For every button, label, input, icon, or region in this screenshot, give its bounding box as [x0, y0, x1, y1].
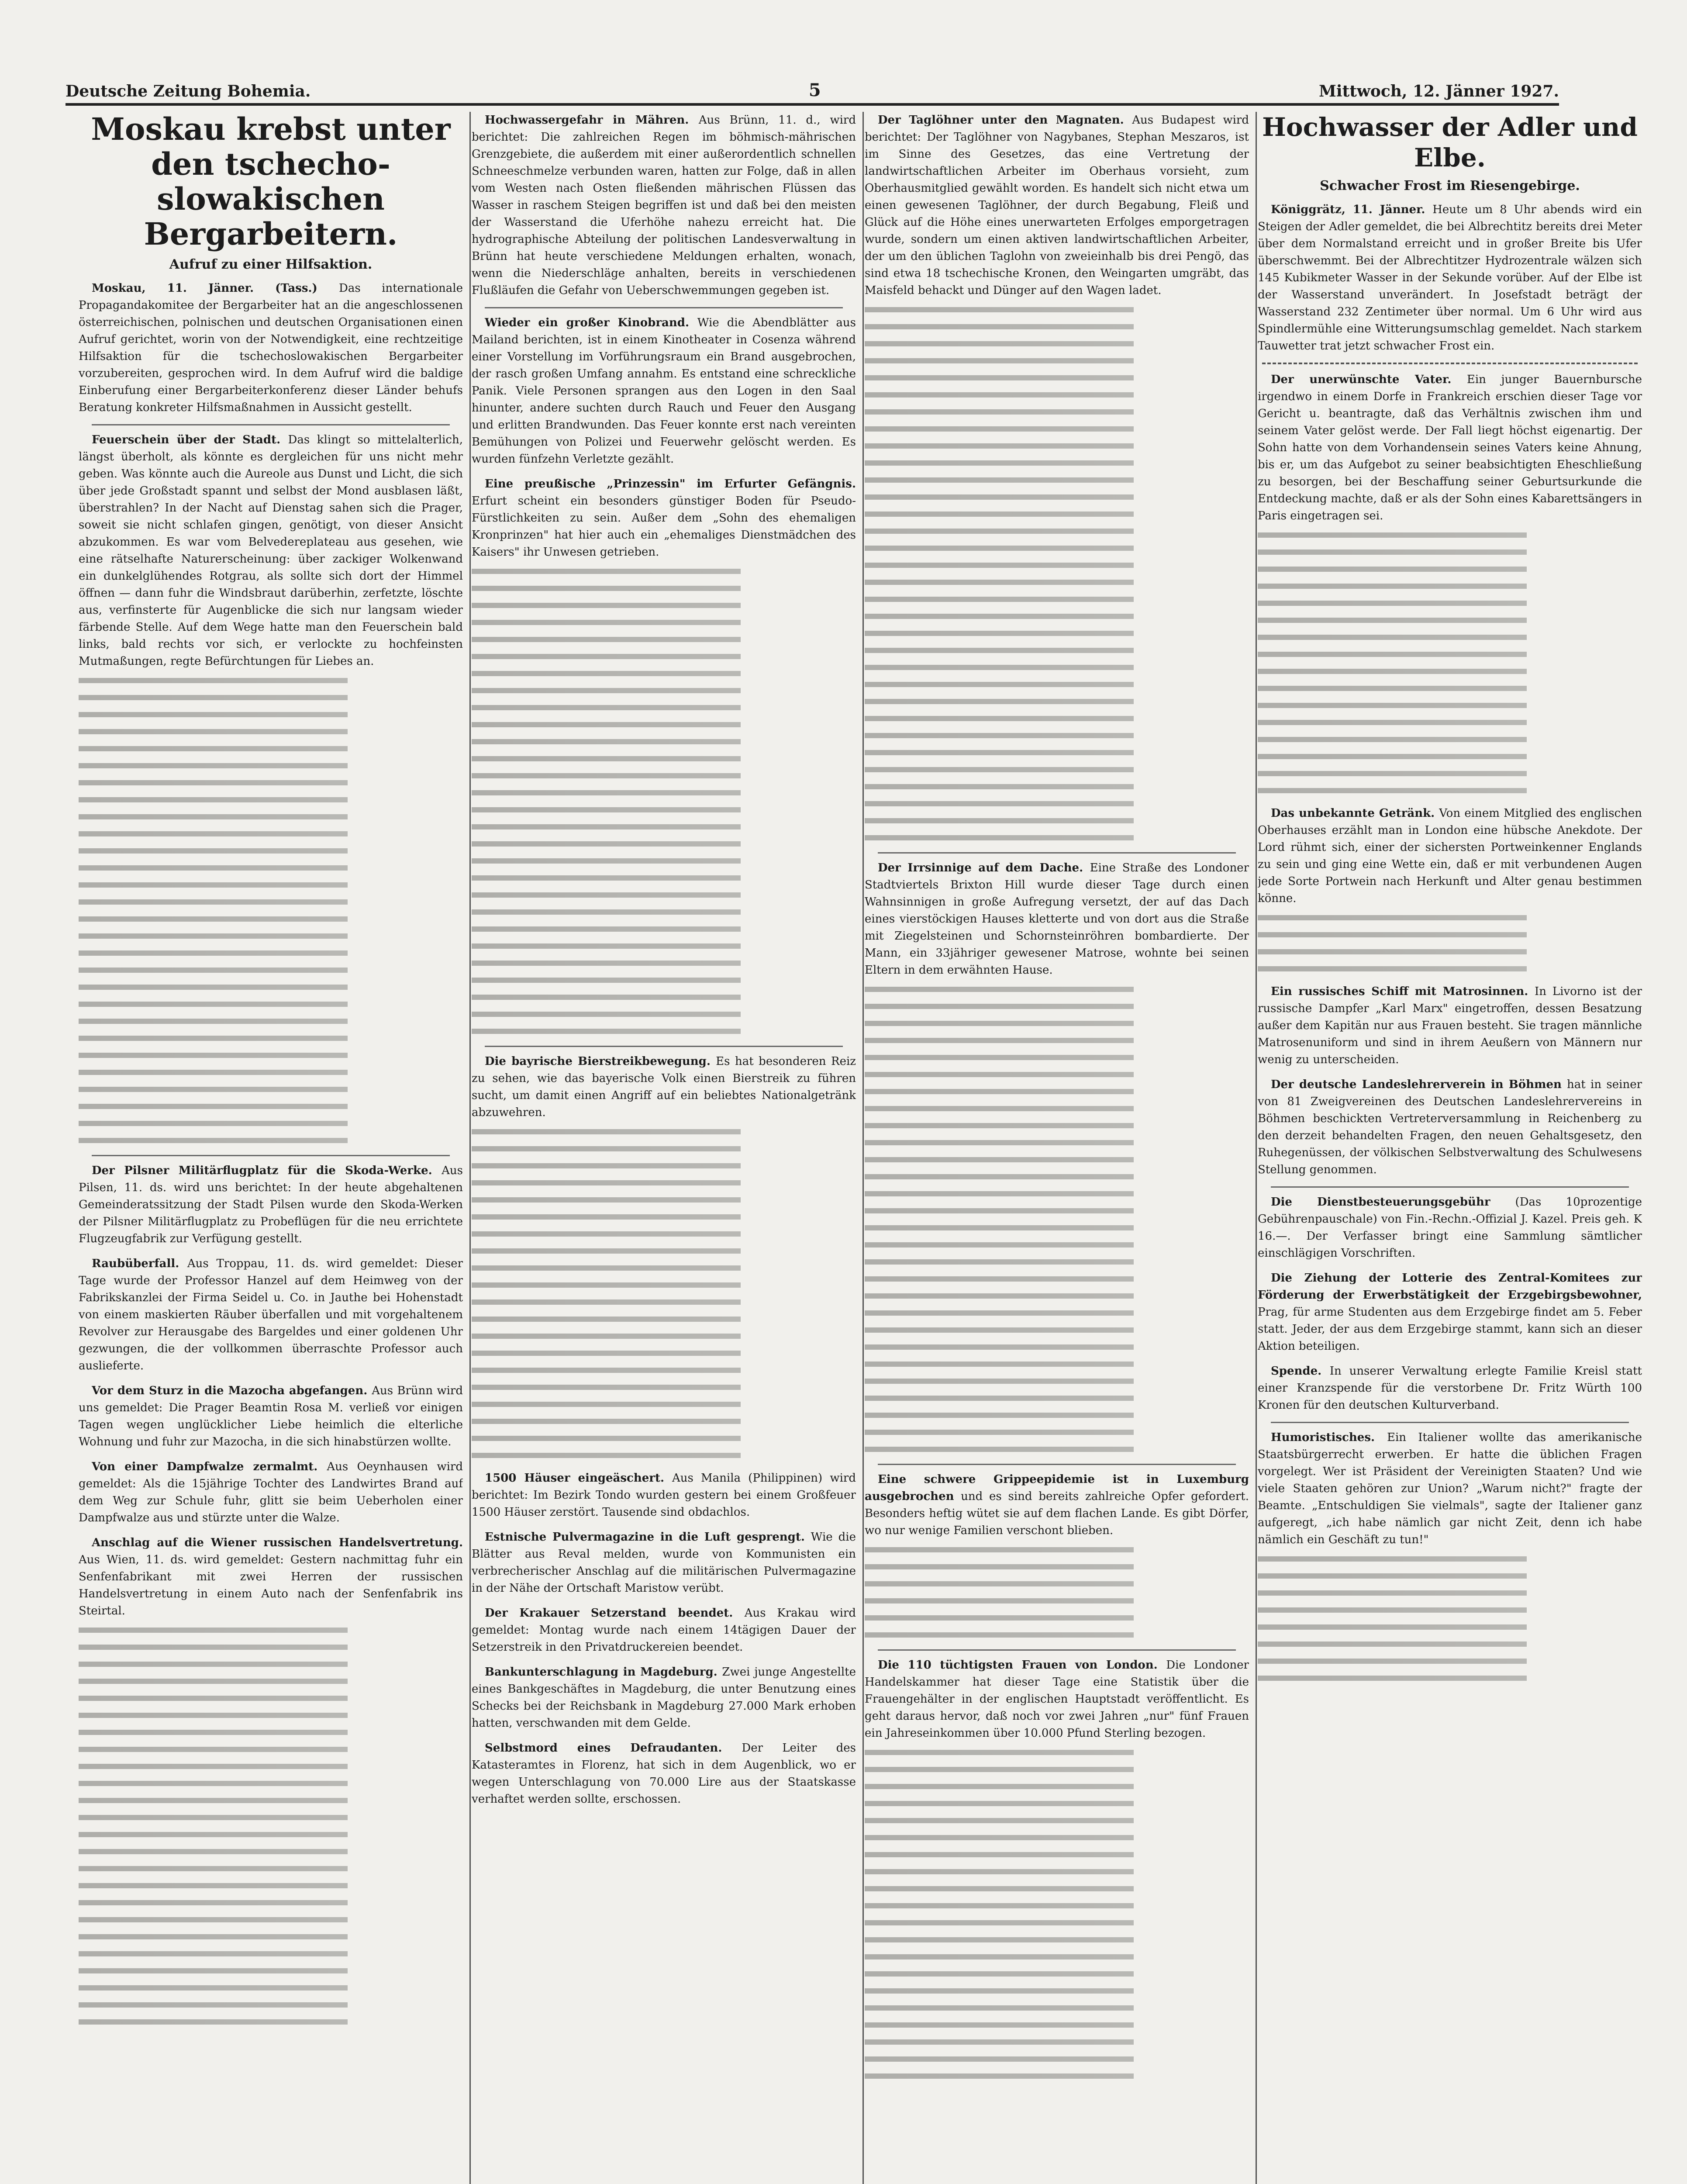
article-unbekanntes-getraenk	[1258, 805, 1642, 907]
article-body: Wie die Abendblätter aus Mailand berichten, ist in einem Kinotheater in Cosenza während einer Vorstellung im Vorführungsraum ein Brand ausgebrochen, der rasch großen Umfang annahm. Es entstand eine schreckliche Panik. Viele Personen sprangen aus den Logen in den Saal hinunter, andere suchten durch Rauch und Feuer den Ausgang und erlitten Brandwunden. Das Feuer konnte erst nach vereinten Bemühungen von Polizei und Feuerwehr gelöscht werden. Es wurden fünfzehn Verletzte gezählt.	[472, 316, 856, 466]
article-body: Aus Brünn wird uns gemeldet: Die Prager Beamtin Rosa M. verließ vor einigen Tagen wegen unglücklicher Liebe heimlich die elterliche Wohnung und fuhr zur Mazocha, in die sich hinabstürzen wollte.	[79, 1384, 463, 1448]
masthead-paper-title: Deutsche Zeitung Bohemia.	[66, 82, 311, 100]
page-number: 5	[808, 80, 821, 100]
article-body: Wie die Blätter aus Reval melden, wurde von Kommunisten ein verbrecherischer Anschlag auf die militärischen Pulvermagazine in der Nähe der Ortschaft Maristow verübt.	[472, 1531, 856, 1595]
article-dienstbesteuerung	[1258, 1194, 1642, 1262]
article-pulvermagazine	[472, 1529, 856, 1597]
article-body: Aus Pilsen, 11. ds. wird uns berichtet: In der heute abgehaltenen Gemeinderatssitzung der Stadt Pilsen wurde den Skoda-Werken der Pilsner Militärflugplatz zu Probeflügen für die neu errichtete Flugzeugfabrik zur Verfügung gestellt.	[79, 1164, 463, 1245]
article-lead: Spende.	[1271, 1365, 1330, 1378]
article-lead: Bankunterschlagung in Magdeburg.	[485, 1666, 722, 1679]
article-lead: Königgrätz, 11. Jänner.	[1271, 203, 1433, 216]
article-lead: Eine preußische „Prinzessin" im Erfurter Gefängnis.	[485, 477, 856, 491]
subhead-frost: Schwacher Frost im Riesengebirge.	[1320, 178, 1580, 194]
article-mazocha	[79, 1382, 463, 1451]
article-separator	[878, 1464, 1236, 1465]
article-separator	[1271, 1422, 1629, 1423]
column-3	[865, 112, 1249, 2184]
column-2	[472, 112, 856, 2184]
article-dampfwalze	[79, 1458, 463, 1527]
article-body: Aus Manila (Philippinen) wird berichtet: Im Bezirk Tondo wurden gestern bei einem Großfeuer 1500 Häuser zerstört. Tausende sind obdachlos.	[472, 1472, 856, 1519]
article-lead: Eine schwere Grippeepidemie ist in Luxemburg ausgebrochen	[865, 1473, 1249, 1503]
article-body: und es sind bereits zahlreiche Opfer gefordert. Besonders heftig wütet sie auf dem flachen Lande. Es gibt Dörfer, wo nur wenige Familien verschont blieben.	[865, 1490, 1249, 1537]
article-manila	[472, 1470, 856, 1521]
article-lead: Der unerwünschte Vater.	[1271, 373, 1467, 386]
article-erfurter-prinzessin	[472, 476, 856, 561]
column-4	[1258, 112, 1642, 2184]
article-humoristisches	[1258, 1429, 1642, 1548]
article-lead: Wieder ein großer Kinobrand.	[485, 316, 697, 329]
article-koeniggraetz	[1258, 201, 1642, 355]
column-1	[79, 112, 463, 2184]
article-kinobrand	[472, 314, 856, 468]
article-lead: Vor dem Sturz in die Mazocha abgefangen.	[92, 1384, 372, 1397]
article-lead: Die 110 tüchtigsten Frauen von London.	[878, 1659, 1166, 1672]
masthead-date: Mittwoch, 12. Jänner 1927.	[1319, 82, 1559, 100]
article-body: Die Londoner Handelskammer hat dieser Tage eine Statistik über die Frauengehälter in der englischen Hauptstadt veröffentlicht. Es geht daraus hervor, daß noch vor zwei Jahren „nur" fünf Frauen ein Jahreseinkommen über 10.000 Pfund Sterling bezogen.	[865, 1659, 1249, 1740]
article-separator	[92, 1155, 450, 1156]
article-magdeburg	[472, 1664, 856, 1732]
article-body: Heute um 8 Uhr abends wird ein Steigen der Adler gemeldet, die bei Albrechtitz bereits drei Meter über dem Normalstand erreicht und in großer Breite bis Ufer überschwemmt. Bei der Albrechtitzer Hydrozentrale wälzen sich 145 Kubikmeter Wasser in der Sekunde vorüber. Auf der Elbe ist der Wasserstand unverändert. In Josefstadt beträgt der Wasserstand 232 Zentimeter über normal. Um 6 Uhr wird aus Spindlermühle eine Witterungsumschlag gemeldet. Nach starkem Tauwetter trat jetzt schwacher Frost ein.	[1258, 203, 1642, 352]
article-hochwasser-maehren	[472, 112, 856, 299]
article-selbstmord	[472, 1740, 856, 1808]
article-pilsner-flugplatz	[79, 1162, 463, 1248]
article-body: Zwei junge Angestellte eines Bankgeschäftes in Magdeburg, die unter Benutzung eines Schecks bei der Reichsbank in Magdeburg 27.000 Mark erhoben hatten, verschwanden mit dem Gelde.	[472, 1666, 856, 1730]
article-body: In unserer Verwaltung erlegte Familie Kreisl statt einer Kranzspende für die verstorbene Dr. Fritz Würth 100 Kronen für den deutschen Kulturverband.	[1258, 1365, 1642, 1412]
article-separator	[485, 307, 843, 308]
article-lead: Humoristisches.	[1271, 1431, 1387, 1444]
article-separator	[878, 852, 1236, 854]
article-wien-handelsvertretung	[79, 1534, 463, 1620]
article-body: Das internationale Propagandakomitee der Bergarbeiter hat an die angeschlossenen österreichischen, polnischen und deutschen Organisationen einen Aufruf gerichtet, worin von der Notwendigkeit, eine rechtzeitige Hilfsaktion für die tschechoslowakischen Bergarbeiter vorzubereiten, gesprochen wird. In dem Aufruf wird die baldige Einberufung einer Bergarbeiterkonferenz dieser Länder behufs Beratung konkreter Hilfsmaßnahmen in Aussicht gestellt.	[79, 282, 463, 414]
article-body: Prag, für arme Studenten aus dem Erzgebirge findet am 5. Feber statt. Jeder, der aus dem Erzgebirge stammt, kann sich an dieser Aktion beteiligen.	[1258, 1306, 1642, 1353]
article-grippeepidemie	[865, 1471, 1249, 1539]
article-body: In Livorno ist der russische Dampfer „Karl Marx" eingetroffen, dessen Besatzung außer dem Kapitän nur aus Frauen besteht. Sie tragen männliche Matrosenuniform und sind in ihrem Aeußern von Männern nur wenig zu unterscheiden.	[1258, 985, 1642, 1066]
masthead	[66, 66, 1559, 100]
article-lotterie	[1258, 1270, 1642, 1355]
article-feuerschein	[79, 432, 463, 670]
article-frauen-london	[865, 1657, 1249, 1742]
article-body: Aus Budapest wird berichtet: Der Taglöhner von Nagybanes, Stephan Meszaros, ist im Sinne des Gesetzes, das eine Vertretung der landwirtschaftlichen Arbeiter im Oberhaus vorsieht, zum Oberhausmitglied gewählt worden. Es handelt sich nicht etwa um einen gewesenen Taglöhner, der durch Begabung, Fleiß und Glück auf die Höhe eines unerwarteten Erfolges emporgetragen wurde, sondern um einen aktiven landwirtschaftlichen Arbeiter, der um den üblichen Taglohn von zweieinhalb bis drei Pengö, das sind etwa 18 tschechische Kronen, den Weingarten umgräbt, das Maisfeld behackt und Dünger auf den Wagen ladet.	[865, 114, 1249, 297]
article-body: Aus Troppau, 11. ds. wird gemeldet: Dieser Tage wurde der Professor Hanzel auf dem Heimweg von der Fabrikskanzlei der Firma Seidel u. Co. in Jauthe bei Hohenstadt von einem maskierten Räuber überfallen und mit vorgehaltenem Revolver zur Herausgabe des Bargeldes und einer goldenen Uhr gezwungen, die der vollkommen überraschte Professor auch auslieferte.	[79, 1257, 463, 1372]
article-raubueberfall	[79, 1255, 463, 1375]
article-lead: Raubüberfall.	[92, 1257, 187, 1270]
article-body: Das klingt so mittelalterlich, längst überholt, als könnte es dergleichen für uns nicht mehr geben. Was könnte auch die Aureole aus Dunst und Licht, die sich über jede Großstadt spannt und selbst der Mond ausblasen läßt, überstrahlen? In der Nacht auf Dienstag sahen sich die Prager, soweit sie nicht schlafen gingen, genötigt, von dieser Ansicht abzukommen. Es war vom Belvedereplateau aus gesehen, wie eine rätselhafte Naturerscheinung: über zackiger Wolkenwand ein dunkelglühendes Rotgrau, als sollte sich dort der Himmel öffnen — dann fuhr die Windsbraut darüberhin, zerfetzte, löschte aus, verfinsterte für Augenblicke die sich nur langsam wieder färbende Stelle. Auf dem Wege hatte man den Feuerschein bald links, bald rechts vor sich, er verlockte zu hochfeinsten Mutmaßungen, regte Befürchtungen für Liebes an.	[79, 433, 463, 668]
column-divider	[862, 112, 864, 2184]
article-unerwuenschter-vater	[1258, 371, 1642, 525]
article-lead: Die Ziehung der Lotterie des Zentral-Komitees zur Förderung der Erwerbstätigkeit der Erzgebirgsbewohner,	[1258, 1272, 1642, 1302]
article-lead: Der deutsche Landeslehrerverein in Böhmen	[1271, 1078, 1567, 1091]
article-lead: Anschlag auf die Wiener russischen Handelsvertretung.	[92, 1536, 463, 1549]
article-lead: Der Krakauer Setzerstand beendet.	[485, 1607, 745, 1620]
article-lead: Selbstmord eines Defraudanten.	[485, 1742, 742, 1755]
article-lead: Der Irrsinnige auf dem Dache.	[878, 861, 1090, 874]
article-body: Ein junger Bauernbursche irgendwo in einem Dorfe in Frankreich erschien dieser Tage vor Gericht u. beantragte, daß das Verhältnis zwischen ihm und seinem Vater gelöst werde. Der Fall liegt höchst eigenartig. Der Sohn hatte von dem Vorhandensein seines Vaters keine Ahnung, bis er, um das Aufgebot zu seiner beabsichtigten Eheschließung zu besorgen, bei der Beschaffung seiner Geburtsurkunde die Entdeckung machte, daß er als der Sohn eines Kabarettsängers in Paris eingetragen sei.	[1258, 373, 1642, 522]
headline-hochwasser: Hochwasser der Adler und Elbe.	[1262, 112, 1638, 173]
article-body: Von einem Mitglied des englischen Oberhauses erzählt man in London eine hübsche Anekdote. Der Lord rühmt sich, einer der sichersten Portweinkenner Englands zu sein und ging eine Wette ein, daß er mit verbundenen Augen jede Sorte Portwein nach Herkunft und Alter genau bestimmen könne.	[1258, 807, 1642, 905]
article-moskau	[79, 280, 463, 416]
article-krakauer-setzerstand	[472, 1605, 856, 1656]
article-body: Erfurt scheint ein besonders günstiger Boden für Pseudo-Fürstlichkeiten zu sein. Außer dem „Sohn des ehemaligen Kronprinzen" hat hier auch ein „ehemaliges Dienstmädchen des Kaisers" ihr Unwesen getrieben.	[472, 494, 856, 559]
article-separator	[92, 424, 450, 425]
article-lead: 1500 Häuser eingeäschert.	[485, 1472, 673, 1485]
column-divider	[1256, 112, 1257, 2184]
masthead-rule	[66, 103, 1559, 106]
subhead-aufruf: Aufruf zu einer Hilfsaktion.	[169, 257, 373, 272]
article-lead: Moskau, 11. Jänner. (Tass.)	[92, 282, 339, 295]
article-body: Aus Krakau wird gemeldet: Montag wurde nach einem 14tägigen Dauer der Setzerstreik in den Privatdruckereien beendet.	[472, 1607, 856, 1654]
article-lead: Die Dienstbesteuerungsgebühr	[1271, 1196, 1515, 1209]
article-russisches-schiff	[1258, 983, 1642, 1068]
article-lead: Der Pilsner Militärflugplatz für die Skoda-Werke.	[92, 1164, 442, 1177]
article-lead: Hochwassergefahr in Mähren.	[485, 114, 699, 127]
headline-moskau: Moskau krebst unter den tschecho-slowakischen Bergarbeitern.	[91, 112, 451, 252]
article-body: (Das 10prozentige Gebührenpauschale) von Fin.-Rechn.-Offizial J. Kazel. Preis geh. K 16.—. Der Verfasser bringt eine Sammlung sämtlicher einschlägigen Vorschriften.	[1258, 1196, 1642, 1260]
article-body: Aus Wien, 11. ds. wird gemeldet: Gestern nachmittag fuhr ein Senfenfabrikant mit zwei Herren der russischen Handelsvertretung in einem Auto nach der Senfenfabrik ins Steirtal.	[79, 1553, 463, 1617]
article-separator	[878, 1649, 1236, 1651]
article-body: Es hat besonderen Reiz zu sehen, wie das bayerische Volk einen Bierstreik zu führen sucht, um damit einen Angriff auf ein beliebtes Nationalgetränk abzuwehren.	[472, 1055, 856, 1119]
article-spende	[1258, 1363, 1642, 1414]
article-lead: Von einer Dampfwalze zermalmt.	[92, 1460, 327, 1473]
article-lead: Ein russisches Schiff mit Matrosinnen.	[1271, 985, 1535, 998]
article-body: hat in seiner von 81 Zweigvereinen des Deutschen Landeslehrervereins in Böhmen beschickten Vertreterversammlung in Reichenberg zu den derzeit behandelten Fragen, den neuen Gehaltsgesetz, den Ruhegenüssen, der völkischen Selbstverwaltung des Schulwesens Stellung genommen.	[1258, 1078, 1642, 1176]
article-lead: Der Taglöhner unter den Magnaten.	[878, 114, 1132, 127]
article-body: Aus Brünn, 11. d., wird berichtet: Die zahlreichen Regen im böhmisch-mährischen Grenzgebiete, die außerdem mit einer außerordentlich schnellen Schneeschmelze verbunden waren, hatten zur Folge, daß in allen vom Westen nach Osten fließenden mährischen Flüssen das Wasser in raschem Steigen begriffen ist und daß bei den meisten der Wasserstand die Uferhöhe nahezu erreicht hat. Die hydrographische Abteilung der politischen Landesverwaltung in Brünn hat heute verschiedene Meldungen erhalten, wonach, wenn die Niederschläge anhalten, bereits in verschiedenen Flußläufen die Gefahr von Ueberschwemmungen gegeben ist.	[472, 114, 856, 297]
article-lead: Estnische Pulvermagazine in die Luft gesprengt.	[485, 1531, 811, 1544]
article-bierstreik	[472, 1053, 856, 1121]
article-separator	[485, 1046, 843, 1047]
section-separator	[1262, 363, 1638, 364]
article-lead: Das unbekannte Getränk.	[1271, 807, 1439, 820]
article-landeslehrerverein	[1258, 1076, 1642, 1178]
article-lead: Die bayrische Bierstreikbewegung.	[485, 1055, 716, 1068]
article-body: Eine Straße des Londoner Stadtviertels Brixton Hill wurde dieser Tage durch einen Wahnsinnigen in große Aufregung versetzt, der auf das Dach eines vierstöckigen Hauses kletterte und von dort aus die Straße mit Ziegelsteinen und Schornsteinröhren bombardierte. Der Mann, ein 33jähriger gewesener Matrose, wohnte bei seinen Eltern in dem erwähnten Hause.	[865, 861, 1249, 977]
article-body: Aus Oeynhausen wird gemeldet: Als die 15jährige Tochter des Landwirtes Brand auf dem Weg zur Schule fuhr, glitt sie beim Ueberholen einer Dampfwalze aus und stürzte unter die Walze.	[79, 1460, 463, 1524]
column-divider	[469, 112, 471, 2184]
article-body: Ein Italiener wollte das amerikanische Staatsbürgerrecht erwerben. Er hatte die üblichen Fragen vorgelegt. Wer ist Präsident der Vereinigten Staaten? Und wie viele Staaten gehören zur Union? „Warum nicht?" fragte der Beamte. „Entschuldigen Sie vielmals", sagte der Italiener ganz aufgeregt, „ich habe nämlich gar nicht Zeit, denn ich habe nämlich ein Geschäft zu tun!"	[1258, 1431, 1642, 1546]
article-separator	[1271, 1186, 1629, 1188]
article-irrsinniger	[865, 860, 1249, 979]
article-tagloehner	[865, 112, 1249, 299]
article-body: Der Leiter des Katasteramtes in Florenz, hat sich in dem Augenblick, wo er wegen Unterschlagung von 70.000 Lire aus der Staatskasse verhaftet werden sollte, erschossen.	[472, 1742, 856, 1806]
article-lead: Feuerschein über der Stadt.	[92, 433, 288, 446]
